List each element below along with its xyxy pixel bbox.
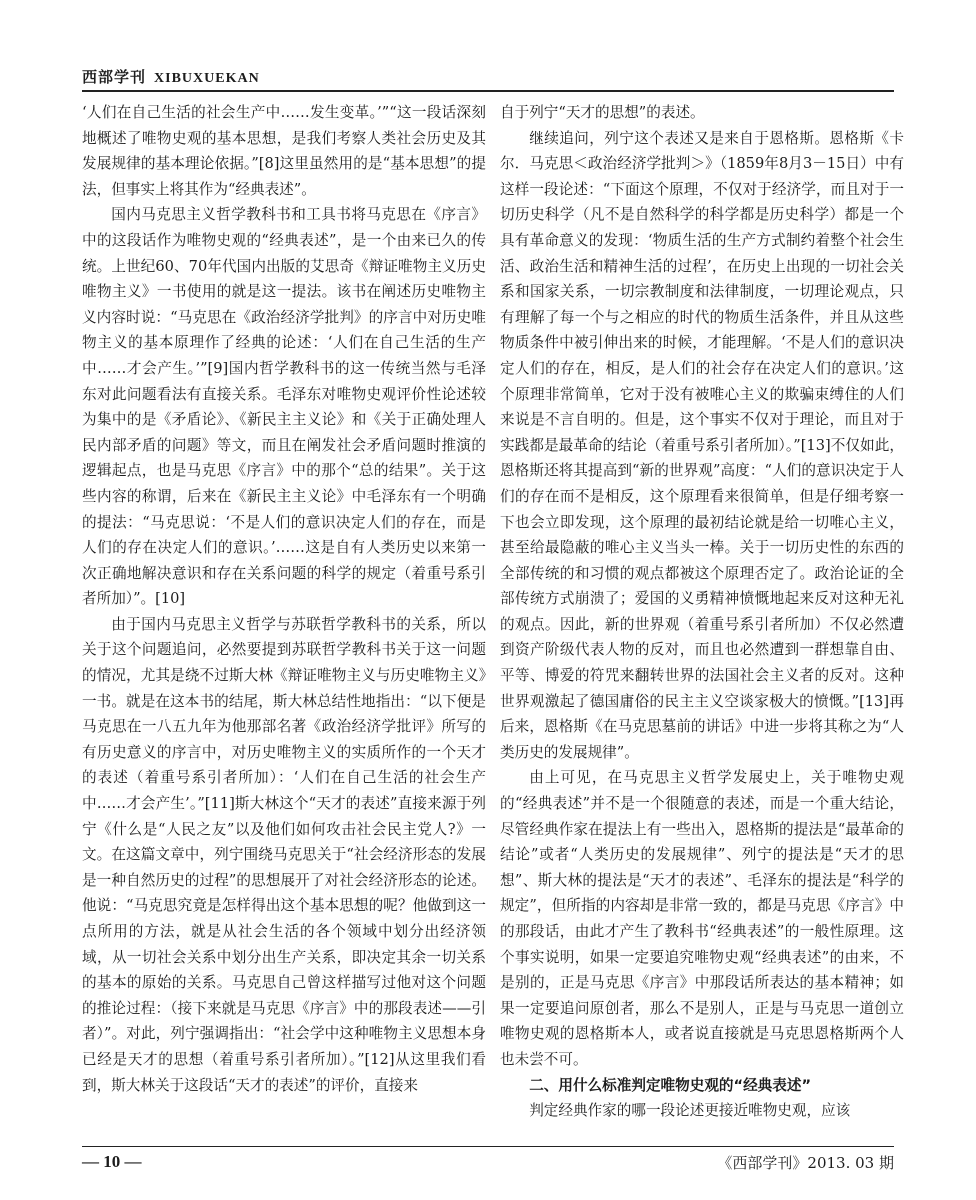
paragraph: 由上可见，在马克思主义哲学发展史上，关于唯物史观的“经典表述”并不是一个很随意的表述，而是一个重大结论，尽管经典作家在提法上有一些出入，恩格斯的提法是“最革命的结论”或者“人类历史的发展规律”、列宁的提法是“天才的思想”、斯大林的提法是“天才的表述”、毛泽东的提法是“科学的规定”，但所指的内容却是非常一致的，都是马克思《序言》中的那段话，由此才产生了教科书“经典表述”的一般性原理。这个事实说明，如果一定要追究唯物史观“经典表述”的由来，不是别的，正是马克思《序言》中那段话所表达的基本精神；如果一定要追问原创者，那么不是别人，正是与马克思一道创立唯物史观的恩格斯本人，或者说直接就是马克思恩格斯两个人也未尝不可。: [500, 769, 904, 1068]
paragraph: ‘人们在自己生活的社会生产中……发生变革。’”“这一段话深刻地概述了唯物史观的基本思想，是我们考察人类社会历史及其发展规律的基本理论依据。”[8]这里虽然用的是“基本思想”的提法，但事实上将其作为“经典表述”。: [82, 104, 486, 198]
journal-pinyin: XIBUXUEKAN: [154, 71, 260, 86]
section-heading: 二、用什么标准判定唯物史观的“经典表述”: [529, 1076, 812, 1094]
issue-label: 《西部学刊》2013. 03 期: [717, 1154, 894, 1172]
paragraph: 自于列宁“天才的思想”的表述。: [500, 104, 705, 121]
paragraph: 判定经典作家的哪一段论述更接近唯物史观，应该: [529, 1102, 851, 1120]
journal-name: 西部学刊: [82, 68, 147, 86]
header-rule: [82, 90, 894, 92]
footer-rule: [82, 1146, 894, 1147]
paragraph: 国内马克思主义哲学教科书和工具书将马克思在《序言》中的这段话作为唯物史观的“经典表述”，是一个由来已久的传统。上世纪60、70年代国内出版的艾思奇《辩证唯物主义历史唯物主义》一书使用的就是这一提法。该书在阐述历史唯物主义内容时说：“马克思在《政治经济学批判》的序言中对历史唯物主义的基本原理作了经典的论述：‘人们在自己生活的生产中……才会产生。’”[9]国内哲学教科书的这一传统当然与毛泽东对此问题看法有直接关系。毛泽东对唯物史观评价性论述较为集中的是《矛盾论》、《新民主主义论》和《关于正确处理人民内部矛盾的问题》等文，而且在阐发社会矛盾问题时推演的逻辑起点，也是马克思《序言》中的那个“总的结果”。关于这些内容的称谓，后来在《新民主主义论》中毛泽东有一个明确的提法：“马克思说：‘不是人们的意识决定人们的存在，而是人们的存在决定人们的意识。’……这是自有人类历史以来第一次正确地解决意识和存在关系问题的科学的规定（着重号系引者所加）”。[10]: [82, 206, 486, 608]
page-number: — 10 —: [82, 1152, 142, 1171]
paragraph: 由于国内马克思主义哲学与苏联哲学教科书的关系，所以关于这个问题追问，必然要提到苏联哲学教科书关于这一问题的情况，尤其是绕不过斯大林《辩证唯物主义与历史唯物主义》一书。就是在这本书的结尾，斯大林总结性地指出：“以下便是马克思在一八五九年为他那部名著《政治经济学批评》所写的有历史意义的序言中，对历史唯物主义的实质所作的一个天才的表述（着重号系引者所加）：‘人们在自己生活的社会生产中……才会产生’。”[11]斯大林这个“天才的表述”直接来源于列宁《什么是“人民之友”以及他们如何攻击社会民主党人?》一文。在这篇文章中，列宁围绕马克思关于“社会经济形态的发展是一种自然历史的过程”的思想展开了对社会经济形态的论述。他说：“马克思究竟是怎样得出这个基本思想的呢？他做到这一点所用的方法，就是从社会生活的各个领域中划分出经济领域，从一切社会关系中划分出生产关系，即决定其余一切关系的基本的原始的关系。马克思自己曾这样描写过他对这个问题的推论过程：（接下来就是马克思《序言》中的那段表述——引者）”。对此，列宁强调指出：“社会学中这种唯物主义思想本身已经是天才的思想（着重号系引者所加）。”[12]从这里我们看到，斯大林关于这段话“天才的表述”的评价，直接来: [82, 615, 486, 1094]
right-column: [500, 100, 904, 1140]
running-header: [82, 66, 894, 90]
paragraph: 继续追问，列宁这个表述又是来自于恩格斯。恩格斯《卡尔．马克思＜政治经济学批判＞》（1859年8月3－15日）中有这样一段论述：“下面这个原理，不仅对于经济学，而且对于一切历史科学（凡不是自然科学的科学都是历史科学）都是一个具有革命意义的发现：‘物质生活的生产方式制约着整个社会生活、政治生活和精神生活的过程’，在历史上出现的一切社会关系和国家关系，一切宗教制度和法律制度，一切理论观点，只有理解了每一个与之相应的时代的物质生活条件，并且从这些物质条件中被引伸出来的时候，才能理解。‘不是人们的意识决定人们的存在，相反，是人们的社会存在决定人们的意识。’这个原理非常简单，它对于没有被唯心主义的欺骗束缚住的人们来说是不言自明的。但是，这个事实不仅对于理论，而且对于实践都是最革命的结论（着重号系引者所加）。”[13]不仅如此，恩格斯还将其提高到“新的世界观”高度：“人们的意识决定于人们的存在而不是相反，这个原理看来很简单，但是仔细考察一下也会立即发现，这个原理的最初结论就是给一切唯心主义，甚至给最隐蔽的唯心主义当头一棒。关于一切历史性的东西的全部传统的和习惯的观点都被这个原理否定了。政治论证的全部传统方式崩溃了；爱国的义勇精神愤慨地起来反对这种无礼的观点。因此，新的世界观（着重号系引者所加）不仅必然遭到资产阶级代表人物的反对，而且也必然遭到一群想靠自由、平等、博爱的符咒来翻转世界的法国社会主义者的反对。这种世界观激起了德国庸俗的民主主义空谈家极大的愤慨。”[13]再后来，恩格斯《在马克思墓前的讲话》中进一步将其称之为“人类历史的发展规律”。: [500, 129, 904, 761]
left-column: [82, 100, 486, 1140]
